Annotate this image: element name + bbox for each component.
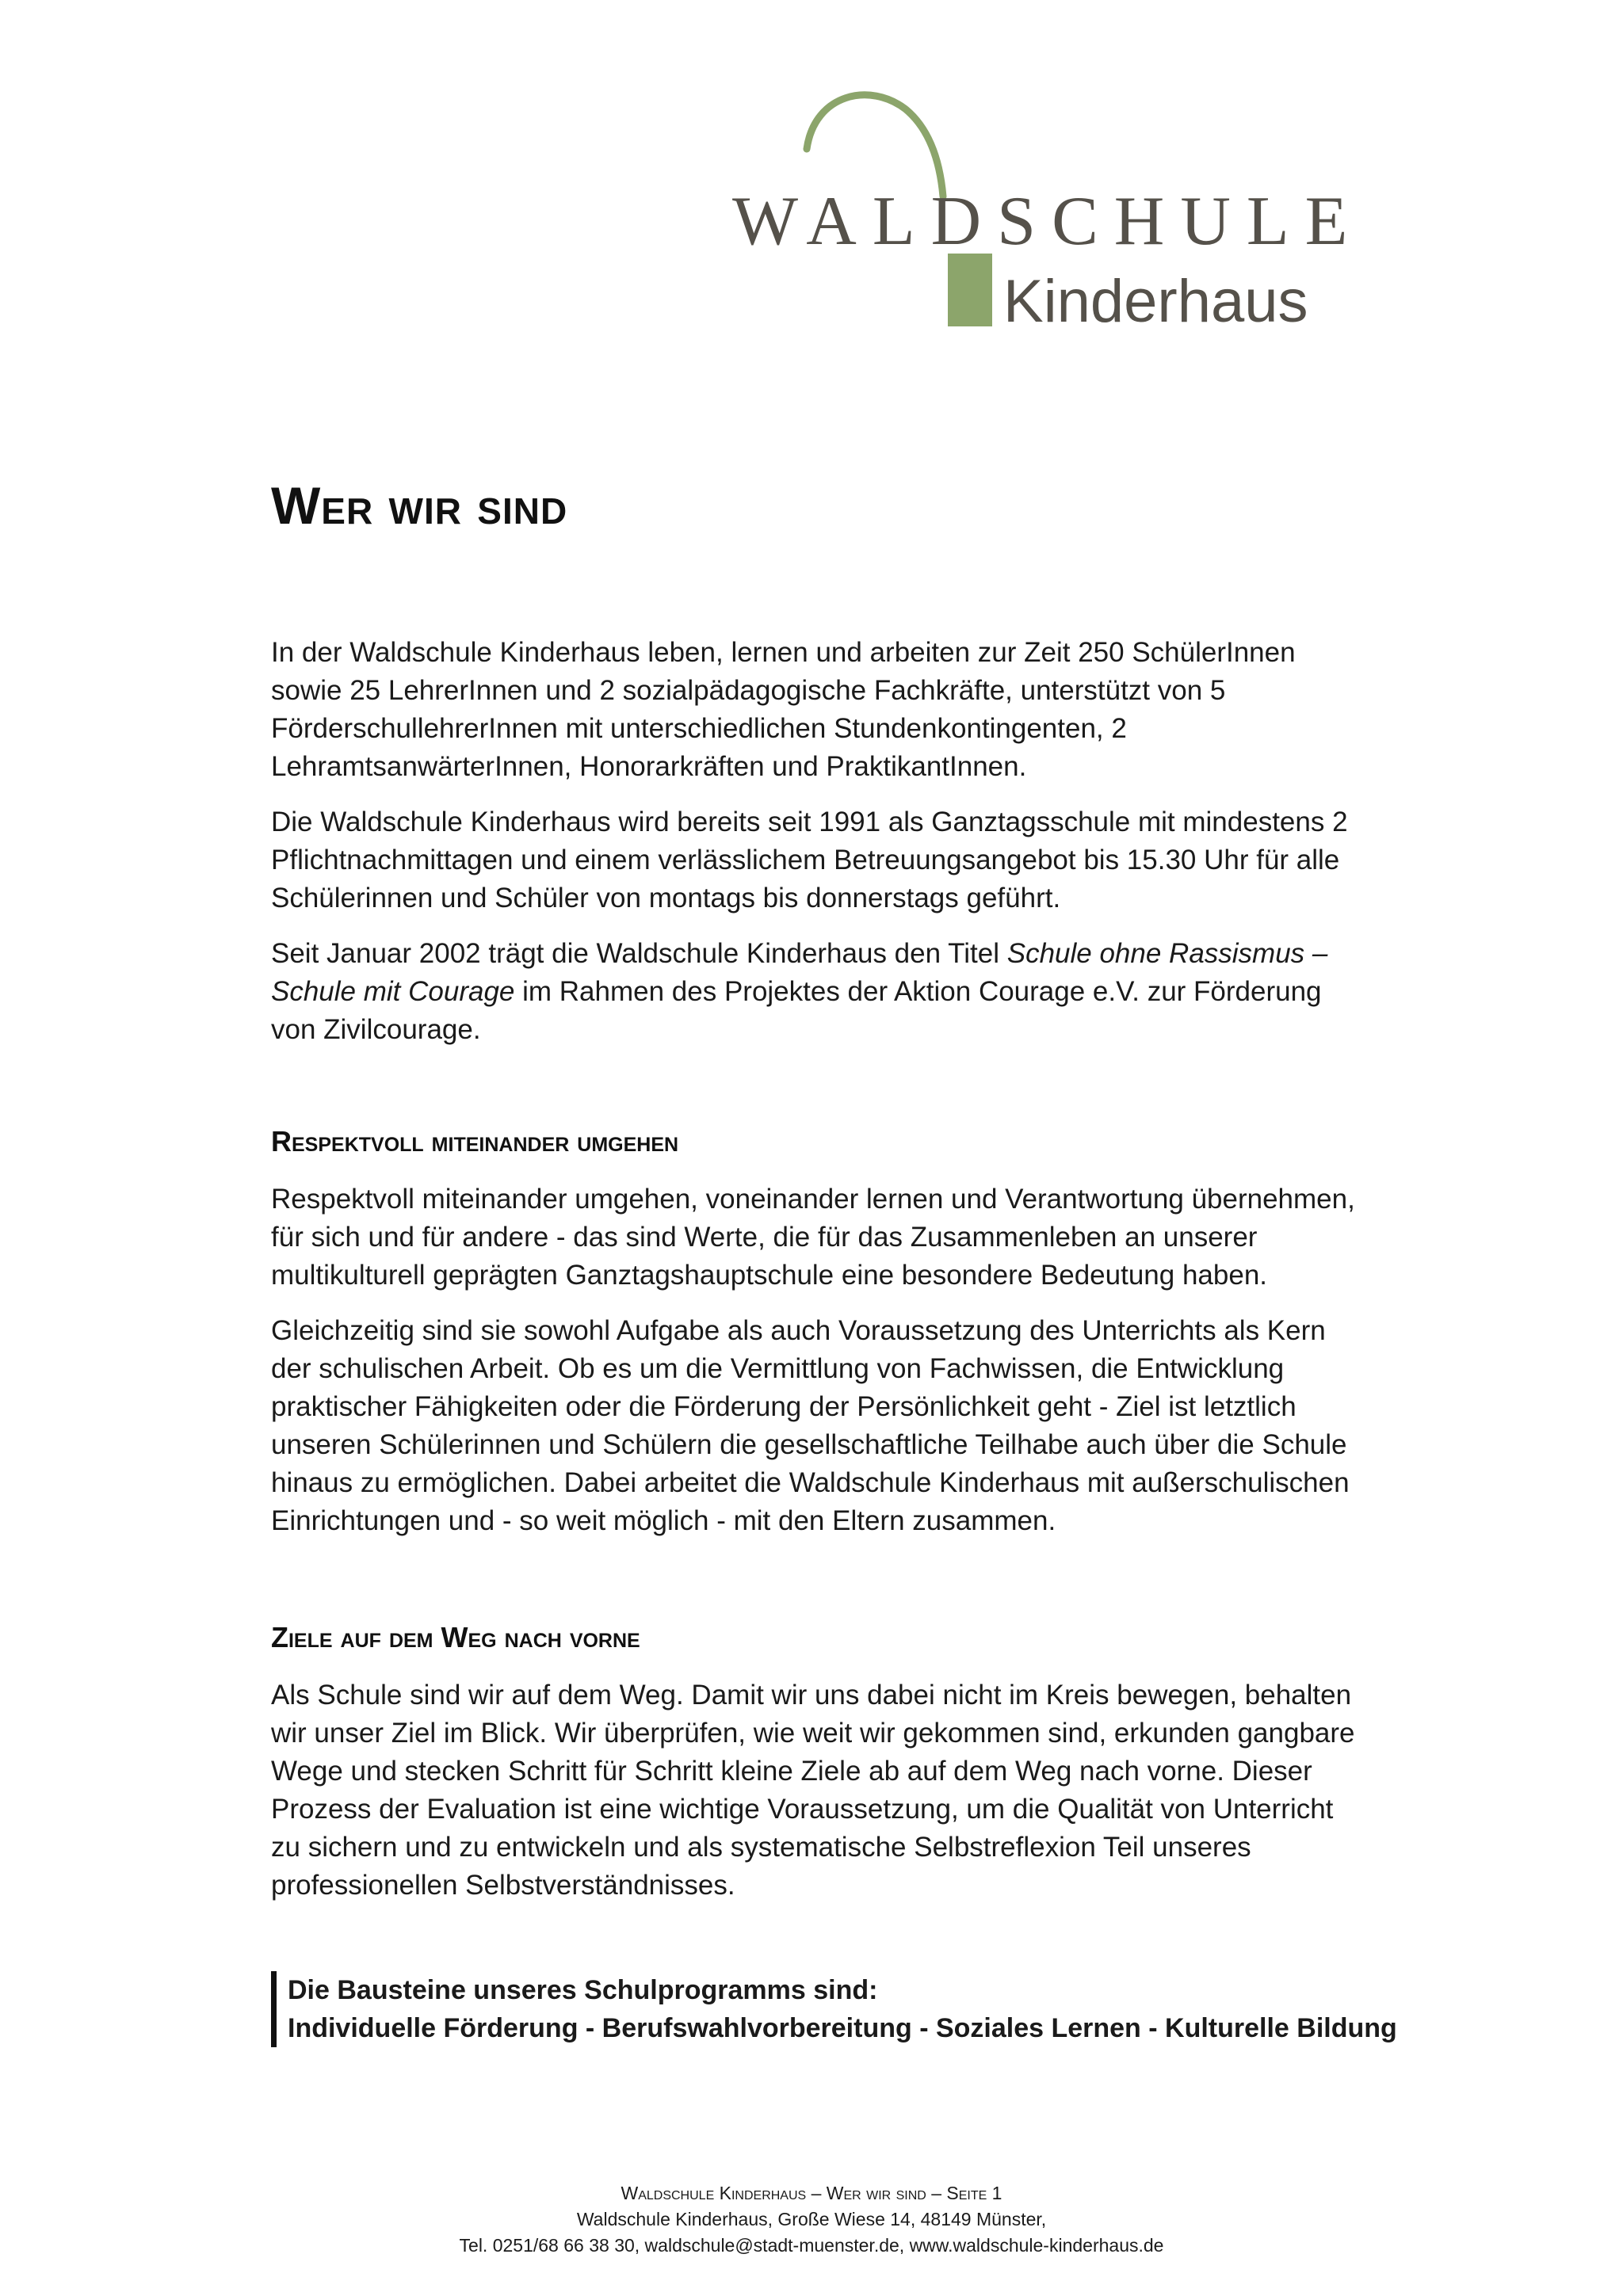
courage-text-after: im Rahmen des Projektes der Aktion Courage e.V. zur Förderung von Zivilcourage.	[271, 976, 1322, 1045]
section-ziele	[271, 1621, 1365, 1905]
logo-green-block	[948, 254, 992, 326]
respekt-paragraph-1: Respektvoll miteinander umgehen, voneinander lernen und Verantwortung übernehmen, für sich und für andere - das sind Werte, die für das Zusammenleben an unserer multikulturell geprägten Ganztagshauptschule eine besondere Bedeutung haben.	[271, 1184, 1355, 1291]
footer-line2: Waldschule Kinderhaus, Große Wiese 14, 48149 Münster,	[576, 2209, 1047, 2229]
respekt-paragraph-2: Gleichzeitig sind sie sowohl Aufgabe als auch Voraussetzung des Unterrichts als Kern der schulischen Arbeit. Ob es um die Vermittlung von Fachwissen, die Entwicklung praktischer Fähigkeiten oder die Förderung der Persönlichkeit geht - Ziel ist letztlich unseren Schülerinnen und Schülern die gesellschaftliche Teilhabe auch über die Schule hinaus zu ermöglichen. Dabei arbeitet die Waldschule Kinderhaus mit außerschulischen Einrichtungen und - so weit möglich - mit den Eltern zusammen.	[271, 1315, 1350, 1536]
intro-paragraph-1: In der Waldschule Kinderhaus leben, lernen und arbeiten zur Zeit 250 SchülerInnen sowie 25 LehrerInnen und 2 sozialpädagogische Fachkräfte, unterstützt von 5 FörderschullehrerInnen mit unterschiedlichen Stundenkontingenten, 2 LehramtsanwärterInnen, Honorarkräften und PraktikantInnen.	[271, 637, 1296, 782]
logo-line2: Kinderhaus	[1003, 268, 1308, 326]
intro-section	[271, 634, 1365, 1049]
ziele-paragraph: Als Schule sind wir auf dem Weg. Damit wir uns dabei nicht im Kreis bewegen, behalten wir unser Ziel im Blick. Wir überprüfen, wie weit wir gekommen sind, erkunden gangbare Wege und stecken Schritt für Schritt kleine Ziele ab auf dem Weg nach vorne. Dieser Prozess der Evaluation ist eine wichtige Voraussetzung, um die Qualität von Unterricht zu sichern und zu entwickeln und als systematische Selbstreflexion Teil unseres professionellen Selbstverständnisses.	[271, 1680, 1355, 1901]
program-callout	[271, 1971, 1413, 2047]
callout-line2: Individuelle Förderung - Berufswahlvorbereitung - Soziales Lernen - Kulturelle Bildung	[288, 2013, 1397, 2043]
section-respekt	[271, 1125, 1365, 1540]
courage-paragraph	[271, 935, 1365, 1049]
logo-arch-icon	[807, 95, 943, 196]
courage-text-before: Seit Januar 2002 trägt die Waldschule Kinderhaus den Titel	[271, 938, 1007, 969]
section-heading-respekt: Respektvoll miteinander umgehen	[271, 1125, 679, 1158]
school-logo	[727, 86, 1371, 326]
courage-title-italic: Schule ohne Rassismus – Schule mit Courage	[271, 938, 1328, 1007]
page-footer	[0, 2180, 1623, 2259]
footer-line1: Waldschule Kinderhaus – Wer wir sind – Seite 1	[621, 2183, 1002, 2203]
callout-line1: Die Bausteine unseres Schulprogramms sind:	[288, 1975, 878, 2005]
page-title: Wer wir sind	[271, 476, 568, 535]
footer-line3: Tel. 0251/68 66 38 30, waldschule@stadt-muenster.de, www.waldschule-kinderhaus.de	[459, 2235, 1164, 2256]
section-heading-ziele: Ziele auf dem Weg nach vorne	[271, 1621, 640, 1653]
intro-paragraph-2: Die Waldschule Kinderhaus wird bereits seit 1991 als Ganztagsschule mit mindestens 2 Pflichtnachmittagen und einem verlässlichem Betreuungsangebot bis 15.30 Uhr für alle Schülerinnen und Schüler von montags bis donnerstags geführt.	[271, 807, 1348, 913]
logo-line1: WALDSCHULE	[732, 183, 1364, 260]
